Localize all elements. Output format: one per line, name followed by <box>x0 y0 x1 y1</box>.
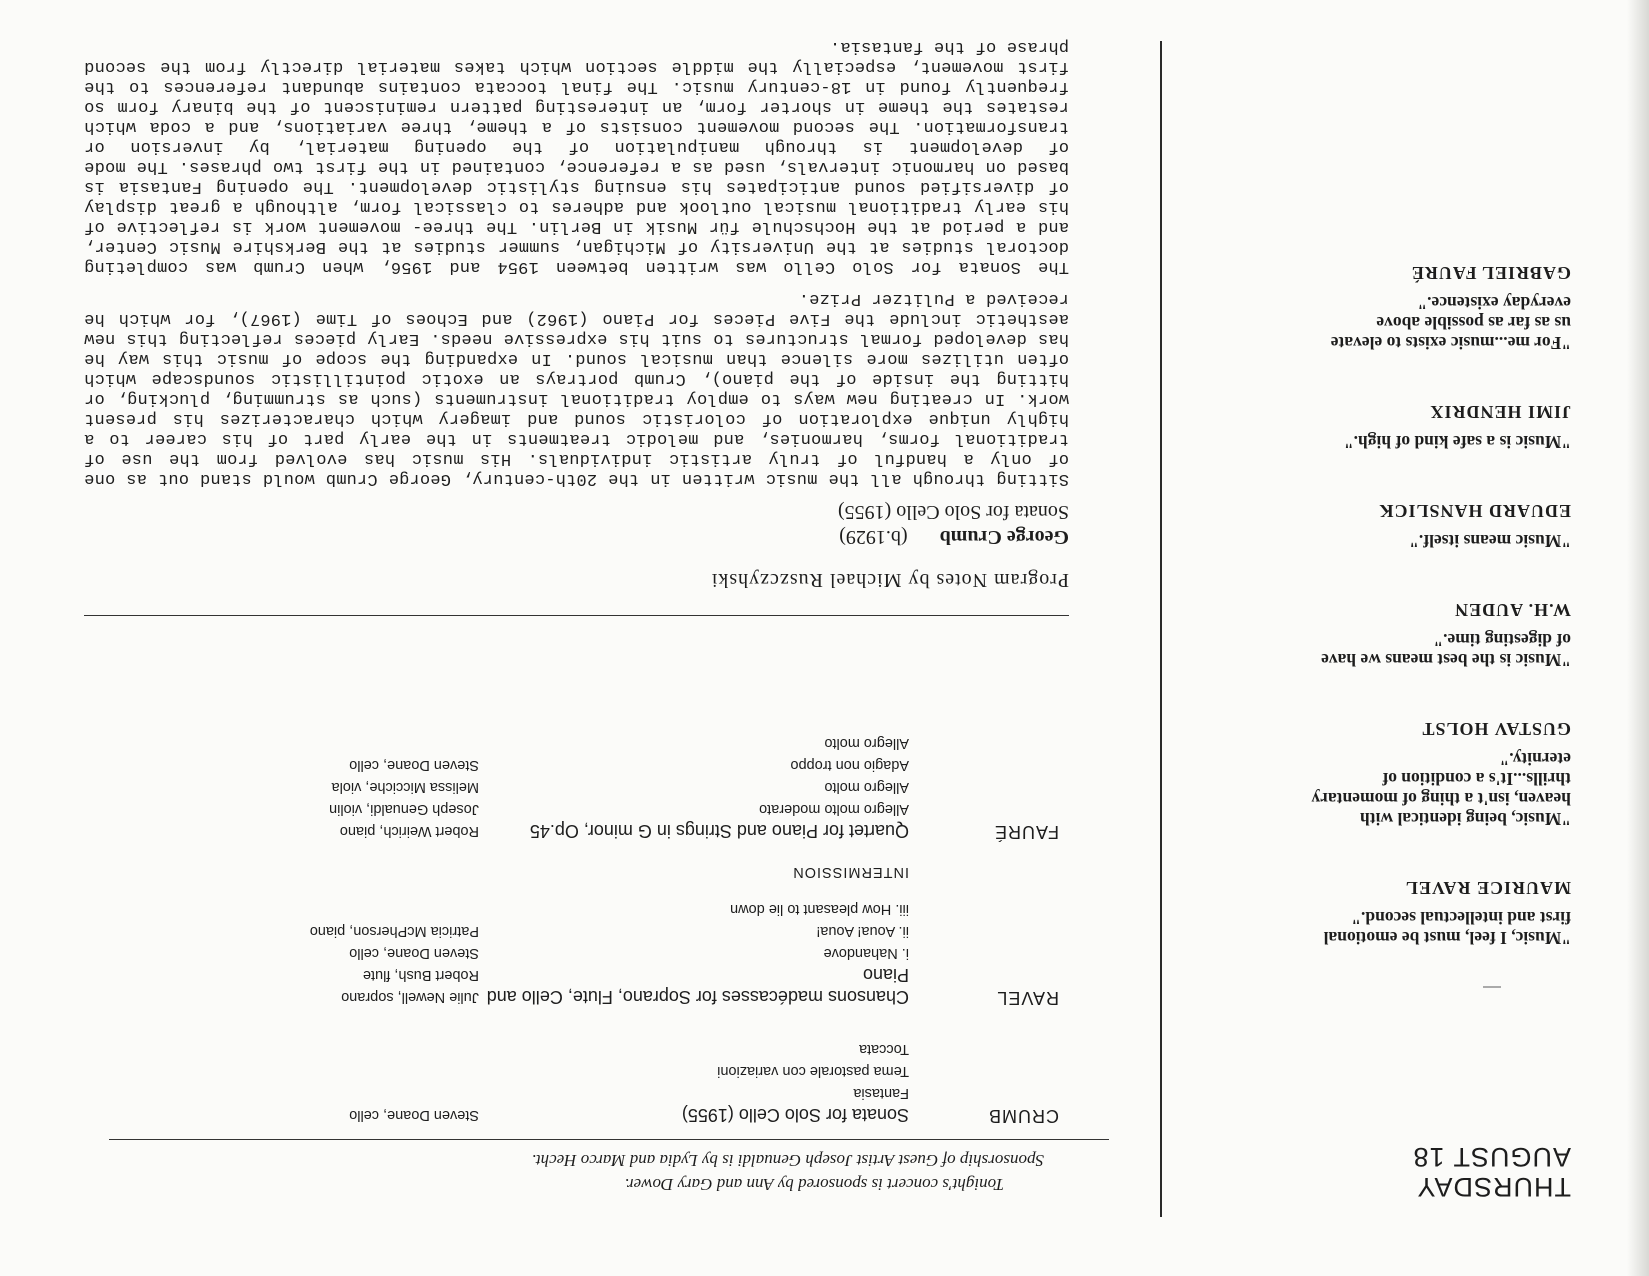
performer: Steven Doane, cello <box>349 1107 479 1123</box>
quote-text: "Music is the best means we have of digesting time." <box>1321 630 1571 670</box>
program-listing <box>9 732 1059 1126</box>
quote-text: "Music is a safe kind of high." <box>1343 432 1571 452</box>
movement: Adagio non troppo <box>790 757 909 773</box>
performer: Melissa Micciche, viola <box>331 779 479 795</box>
notes-dates: (b.1929) <box>839 526 908 548</box>
notes-paragraph: The Sonata for Solo Cello was written between 1954 and 1956, when Crumb was completing doctoral studies at the University of Michigan, summer studies at the Berkshire Music Center, and a period at the Hochschule für Musik in Berlin. The three- movement work is reflective of his early traditional musical outlook and adheres to classical form, although a great display of diversified sound anticipates his ensuing stylistic development. The opening Fantasia is based on harmonic intervals, used as a reference, contained in the first two phrases. The mode of development is through manipulation of the opening material, by inversion or transformation. The second movement consists of a theme, three variations, and a coda which restates the theme in shorter form, an interesting pattern reminiscent of the binary form so frequently found in 18-century music. The final toccata contains abundant references to the first movement, especially the middle section which takes material directly from the second phrase of the fantasia. <box>84 37 1069 276</box>
quote-block <box>1171 718 1571 829</box>
quote-text: "Music, being identical with heaven, isn't a thing of momentary thrills...It's a condition of eternity." <box>1311 749 1571 829</box>
movement: i. Nahandove <box>823 945 909 961</box>
sponsor-notice <box>204 1148 1104 1196</box>
notes-paragraph: Sitting through all the music written in the 20th-century, George Crumb would stand out as one of only a handful of truly artistic individuals. His music has evolved from the use of traditional forms, harmonies, and melodic treatments in the early part of his career to a highly unique exploration of coloristic sound and imagery which characterizes his present work. In creating new ways to employ traditional instruments (such as strumming, plucking, or hitting the inside of the piano), Crumb portrays an exotic pointillistic soundscape which often utilizes more silence than musical sound. In expanding the scope of music this way he has developed formal structures to suit his expressive needs. Early pieces reflecting this new aesthetic include the Five Pieces for Piano (1962) and Echoes of Time (1967), for which he received a Pulitzer Prize. <box>84 289 1069 488</box>
program-item <box>9 1038 1059 1126</box>
performer: Joseph Genualdi, violin <box>329 801 479 817</box>
quote-block <box>1171 877 1571 948</box>
sponsor-line: Tonight's concert is sponsored by Ann and Gary Dower. <box>624 1175 1004 1194</box>
performer: Julie Newell, soprano <box>341 989 479 1005</box>
notes-rule <box>84 615 1069 616</box>
column-divider <box>1160 41 1162 1217</box>
performer: Patricia McPherson, piano <box>309 923 479 939</box>
performer-list <box>179 920 479 1008</box>
quote-author: W.H. AUDEN <box>1454 600 1571 620</box>
movement: Allegro molto moderato <box>759 801 909 817</box>
notes-work: Sonata for Solo Cello (1955) <box>837 501 1069 523</box>
quote-author: MAURICE RAVEL <box>1404 878 1571 898</box>
work-block <box>479 1038 909 1126</box>
work-block <box>479 898 909 1008</box>
quote-text: "For me...music exists to elevate us as far as possible above everyday existence." <box>1330 293 1571 353</box>
notes-body <box>84 36 1069 488</box>
movement: Allegro molto <box>824 735 909 751</box>
performer: Robert Weirich, piano <box>339 823 479 839</box>
program-item <box>9 898 1059 1008</box>
work-title: Quartet for Piano and Strings in G minor, Op.45 <box>529 821 909 841</box>
composer-name: CRUMB <box>988 1106 1059 1126</box>
program-notes <box>84 24 1069 591</box>
program-item <box>9 732 1059 842</box>
intermission-label: INTERMISSION <box>792 864 909 880</box>
quote-column <box>1171 214 1571 948</box>
page-edge-shadow <box>1627 0 1649 1276</box>
notes-title: Program Notes by Michael Ruszczyhski <box>710 569 1069 591</box>
work-block <box>479 732 909 842</box>
movement: Allegro molto <box>824 779 909 795</box>
quote-text: "Music, I feel, must be emotional first and intellectual second." <box>1323 908 1571 948</box>
notes-composer: George Crumb <box>939 526 1069 548</box>
movement: ii. Aoua! Aoua! <box>816 923 909 939</box>
notes-composer-line <box>84 525 1069 548</box>
quote-block <box>1171 500 1571 551</box>
performer-list <box>179 1104 479 1126</box>
day-label: THURSDAY <box>1416 1172 1571 1202</box>
performer: Steven Doane, cello <box>349 945 479 961</box>
movement: Toccata <box>859 1041 909 1057</box>
composer-name: FAURÉ <box>993 822 1059 842</box>
work-title: Chansons madécasses for Soprano, Flute, Cello and Piano <box>486 965 909 1007</box>
quote-block <box>1171 599 1571 670</box>
quote-block <box>1171 262 1571 353</box>
quote-author: GABRIEL FAURÉ <box>1410 263 1571 283</box>
date-label: AUGUST 18 <box>1412 1142 1571 1172</box>
movement: Fantasia <box>853 1085 909 1101</box>
decorative-dash <box>1483 986 1501 988</box>
performer-list <box>179 754 479 842</box>
work-title: Sonata for Solo Cello (1955) <box>681 1105 909 1125</box>
composer-name: RAVEL <box>996 988 1059 1008</box>
performer: Robert Bush, flute <box>362 967 479 983</box>
sponsor-line: Sponsorship of Guest Artist Joseph Genualdi is by Lydia and Marco Hecht. <box>531 1151 1044 1170</box>
sponsor-rule <box>109 1139 1109 1140</box>
quote-author: EDUARD HANSLICK <box>1378 501 1571 521</box>
quote-block <box>1171 401 1571 452</box>
movement: Tema pastorale con variazioni <box>717 1063 909 1079</box>
quote-author: GUSTAV HOLST <box>1421 719 1571 739</box>
performer: Steven Doane, cello <box>349 757 479 773</box>
quote-author: JIMI HENDRIX <box>1429 402 1571 422</box>
movement: iii. How pleasant to lie down <box>730 901 909 917</box>
day-heading <box>1412 1142 1571 1202</box>
quote-text: "Music means itself." <box>1409 531 1571 551</box>
